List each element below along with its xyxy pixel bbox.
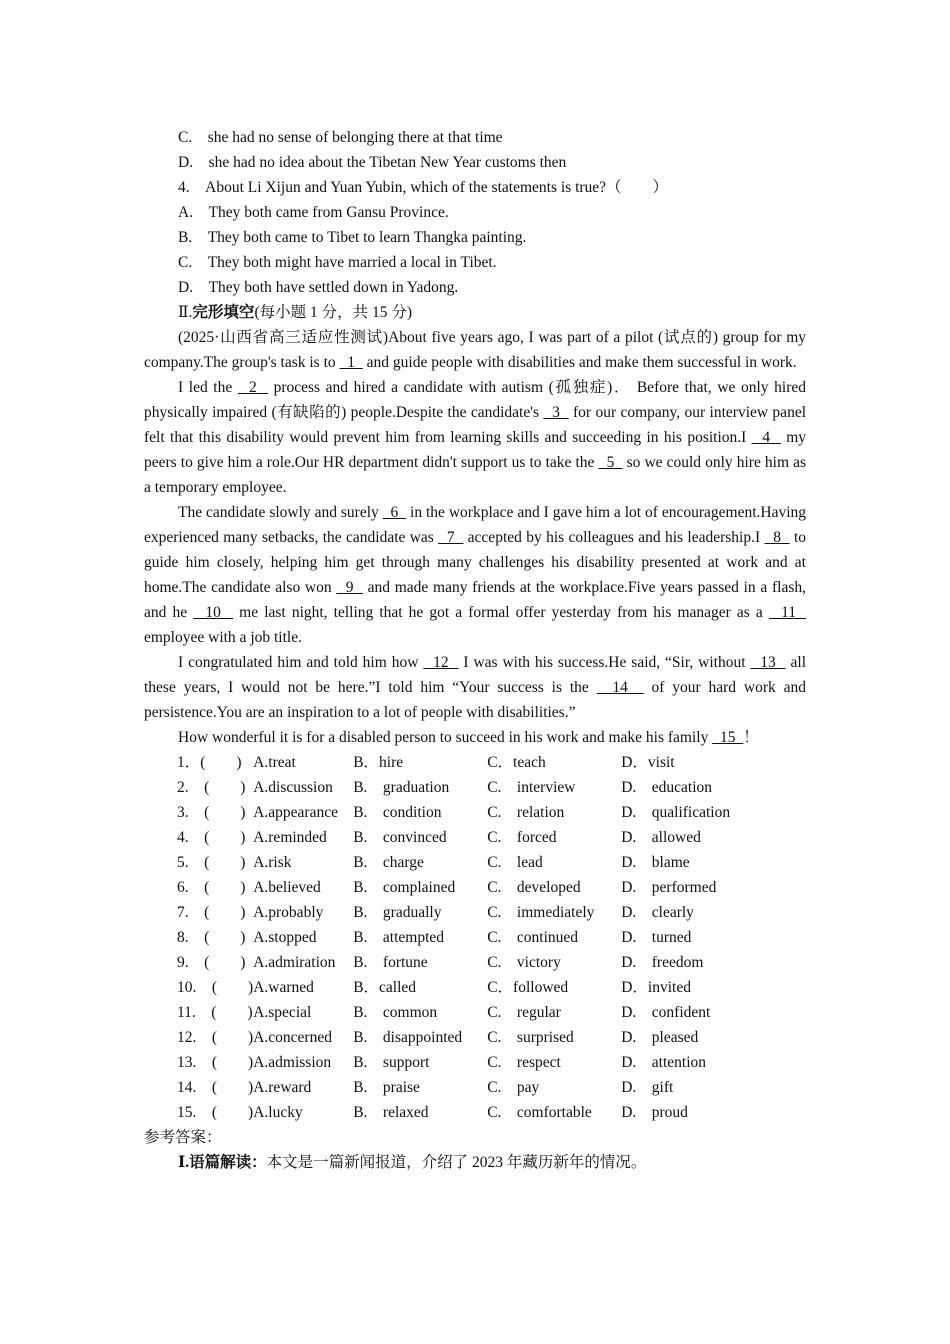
option-c: C．teach <box>487 754 546 771</box>
passage-text: of your hard work and persistence.You are an inspiration to a lot of people with disabilities.” <box>144 679 807 721</box>
option-d: D. pleased <box>621 1029 699 1046</box>
option-c: C. lead <box>487 854 543 871</box>
section2-roman: Ⅱ. <box>178 304 193 321</box>
option-b: B. praise <box>353 1079 420 1096</box>
option-b: B. relaxed <box>353 1104 429 1121</box>
option-d: D. proud <box>621 1104 688 1121</box>
question-row <box>177 750 730 775</box>
blank-15: 15 <box>712 729 744 746</box>
option-a: A.admiration <box>253 954 336 971</box>
answer-section1-label: Ⅰ.语篇解读： <box>178 1154 267 1171</box>
question-row <box>177 900 730 925</box>
passage-text: I congratulated him and told him how <box>178 654 424 671</box>
option-a: A.admission <box>253 1054 332 1071</box>
question-number: 8. ( ) <box>177 929 246 946</box>
question-row <box>177 800 730 825</box>
option-d: D. qualification <box>621 804 731 821</box>
question-number: 1．( ) <box>177 754 242 771</box>
question-row <box>177 975 730 1000</box>
option-b: B. gradually <box>353 904 442 921</box>
question-number: 4. ( ) <box>177 829 246 846</box>
option-a: A.risk <box>253 854 292 871</box>
question-number: 2. ( ) <box>177 779 246 796</box>
option-c: C. victory <box>487 954 561 971</box>
option-b: B. attempted <box>353 929 445 946</box>
answer-ref-label: 参考答案： <box>144 1129 222 1146</box>
option-c: C. forced <box>487 829 557 846</box>
option-b: B．called <box>353 979 417 996</box>
option-c: C. continued <box>487 929 579 946</box>
question-row <box>177 925 730 950</box>
option-b: B. support <box>353 1054 430 1071</box>
option-b: B. graduation <box>353 779 450 796</box>
passage-paragraph-5 <box>144 725 806 750</box>
question-row <box>177 850 730 875</box>
option-d: D. performed <box>621 879 717 896</box>
question-number: 12. ( ) <box>177 1029 254 1046</box>
q4-stem: 4. About Li Xijun and Yuan Yubin, which of the statements is true?（ ） <box>178 179 669 196</box>
option-b: B. convinced <box>353 829 447 846</box>
question-number: 9. ( ) <box>177 954 246 971</box>
option-c: C. comfortable <box>487 1104 592 1121</box>
option-a: A.stopped <box>253 929 317 946</box>
passage-text: in the workplace and I gave him a lot of encouragement.Having experienced many setbacks, the candidate was <box>144 504 807 546</box>
option-c: C. regular <box>487 1004 561 1021</box>
option-b: B. fortune <box>353 954 428 971</box>
passage-text: How wonderful it is for a disabled person to succeed in his work and make his family <box>178 729 713 746</box>
blank-13: 13 <box>750 654 786 671</box>
option-c: C. respect <box>487 1054 561 1071</box>
option-c: C. interview <box>487 779 576 796</box>
option-a: A.appearance <box>253 804 338 821</box>
option-c: C. developed <box>487 879 581 896</box>
cloze-options-table <box>177 750 730 1125</box>
passage-text: I led the <box>178 379 238 396</box>
passage-text: accepted by his colleagues and his leadership.I <box>463 529 765 546</box>
question-number: 3. ( ) <box>177 804 246 821</box>
passage-paragraph-4 <box>144 650 806 725</box>
option-a: A.concerned <box>253 1029 332 1046</box>
passage-paragraph-2 <box>144 375 806 500</box>
option-c: C. pay <box>487 1079 540 1096</box>
blank-8: 8 <box>764 529 790 546</box>
blank-6: 6 <box>382 504 407 521</box>
option-d: D. gift <box>621 1079 674 1096</box>
option-b: B. common <box>353 1004 438 1021</box>
question-row <box>177 825 730 850</box>
option-a: A.discussion <box>253 779 333 796</box>
option-b: B. disappointed <box>353 1029 463 1046</box>
passage-text: and guide people with disabilities and make them successful in work. <box>362 354 797 371</box>
blank-5: 5 <box>598 454 623 471</box>
question-row <box>177 1100 730 1125</box>
option-a: A.treat <box>253 754 296 771</box>
question-row <box>177 775 730 800</box>
passage-text: for our company, our interview panel felt that this disability would prevent him from learning skills and succeeding in his position.I <box>144 404 806 446</box>
option-a: A.probably <box>253 904 324 921</box>
passage-text: (2025·山西省高三适应性测试)About five years ago, I was part of a pilot (试点的) group for my company.The group's task is to <box>144 329 806 371</box>
question-row <box>177 875 730 900</box>
document-page <box>144 125 806 1175</box>
passage-text: I was with his success.He said, “Sir, without <box>458 654 751 671</box>
option-b: B．hire <box>353 754 404 771</box>
question-number: 14. ( ) <box>177 1079 254 1096</box>
question-number: 15. ( ) <box>177 1104 254 1121</box>
q4-option-b: B. They both came to Tibet to learn Thangka painting. <box>178 229 527 246</box>
blank-11: 11 <box>768 604 806 621</box>
question-number: 13. ( ) <box>177 1054 254 1071</box>
option-c: C. immediately <box>487 904 595 921</box>
option-a: A.reward <box>253 1079 312 1096</box>
option-b: B. complained <box>353 879 456 896</box>
q4-option-a: A. They both came from Gansu Province. <box>178 204 449 221</box>
blank-1: 1 <box>339 354 363 371</box>
passage-paragraph-3 <box>144 500 806 650</box>
passage-text: employee with a job title. <box>144 629 302 646</box>
section2-note: (每小题 1 分，共 15 分) <box>254 304 413 321</box>
passage-text: my peers to give him a role.Our HR department didn't support us to take the <box>144 429 807 471</box>
passage-text: so we could only hire him as a temporary employee. <box>144 454 806 496</box>
question-row <box>177 1075 730 1100</box>
passage-text: The candidate slowly and surely <box>178 504 383 521</box>
passage-text: all these years, I would not be here.”I told him “Your success is the <box>144 654 807 696</box>
passage-text: process and hired a candidate with autism (孤独症)． Before that, we only hired physically impaired (有缺陷的) people.Despite the candidate's <box>144 379 806 421</box>
blank-4: 4 <box>751 429 781 446</box>
option-d: D. confident <box>621 1004 711 1021</box>
option-b: B. charge <box>353 854 424 871</box>
option-d: D. freedom <box>621 954 704 971</box>
option-d: D．invited <box>621 979 691 996</box>
option-a: A.warned <box>253 979 314 996</box>
option-d: D. allowed <box>621 829 701 846</box>
blank-14: 14 <box>596 679 644 696</box>
option-c: C. relation <box>487 804 565 821</box>
question-number: 11. ( ) <box>177 1004 253 1021</box>
blank-2: 2 <box>237 379 268 396</box>
option-d: D. clearly <box>621 904 694 921</box>
blank-12: 12 <box>423 654 459 671</box>
passage-text: to guide him closely, helping him get through many challenges his disability presented at work and at home.The candidate also won <box>144 529 807 596</box>
section2-title: 完形填空 <box>192 304 255 321</box>
option-d: D．visit <box>621 754 675 771</box>
question-number: 7. ( ) <box>177 904 246 921</box>
q3-option-c: C. she had no sense of belonging there at that time <box>178 129 503 146</box>
blank-10: 10 <box>193 604 234 621</box>
answer-section1 <box>144 1150 806 1175</box>
question-number: 6. ( ) <box>177 879 246 896</box>
option-b: B. condition <box>353 804 442 821</box>
question-row <box>177 1025 730 1050</box>
question-number: 5. ( ) <box>177 854 246 871</box>
option-a: A.reminded <box>253 829 327 846</box>
option-a: A.lucky <box>253 1104 303 1121</box>
option-d: D. education <box>621 779 713 796</box>
q3-option-d: D. she had no idea about the Tibetan New Year customs then <box>178 154 567 171</box>
q4-option-d: D. They both have settled down in Yadong. <box>178 279 459 296</box>
option-a: A.special <box>253 1004 312 1021</box>
option-c: C. surprised <box>487 1029 574 1046</box>
passage-paragraph-1 <box>144 325 806 375</box>
blank-7: 7 <box>438 529 464 546</box>
blank-9: 9 <box>336 579 363 596</box>
option-d: D. turned <box>621 929 692 946</box>
option-c: C．followed <box>487 979 569 996</box>
passage-text: and made many friends at the workplace.Five years passed in a flash, and he <box>144 579 806 621</box>
option-a: A.believed <box>253 879 321 896</box>
option-d: D. blame <box>621 854 690 871</box>
question-number: 10. ( ) <box>177 979 254 996</box>
question-row <box>177 1050 730 1075</box>
question-row <box>177 950 730 975</box>
option-d: D. attention <box>621 1054 707 1071</box>
question-row <box>177 1000 730 1025</box>
q4-option-c: C. They both might have married a local in Tibet. <box>178 254 497 271</box>
answer-section1-text: 本文是一篇新闻报道，介绍了 2023 年藏历新年的情况。 <box>266 1154 647 1171</box>
passage-text: ！ <box>743 729 759 746</box>
passage-text: me last night, telling that he got a formal offer yesterday from his manager as a <box>233 604 769 621</box>
blank-3: 3 <box>543 404 569 421</box>
section2-heading <box>144 300 806 325</box>
